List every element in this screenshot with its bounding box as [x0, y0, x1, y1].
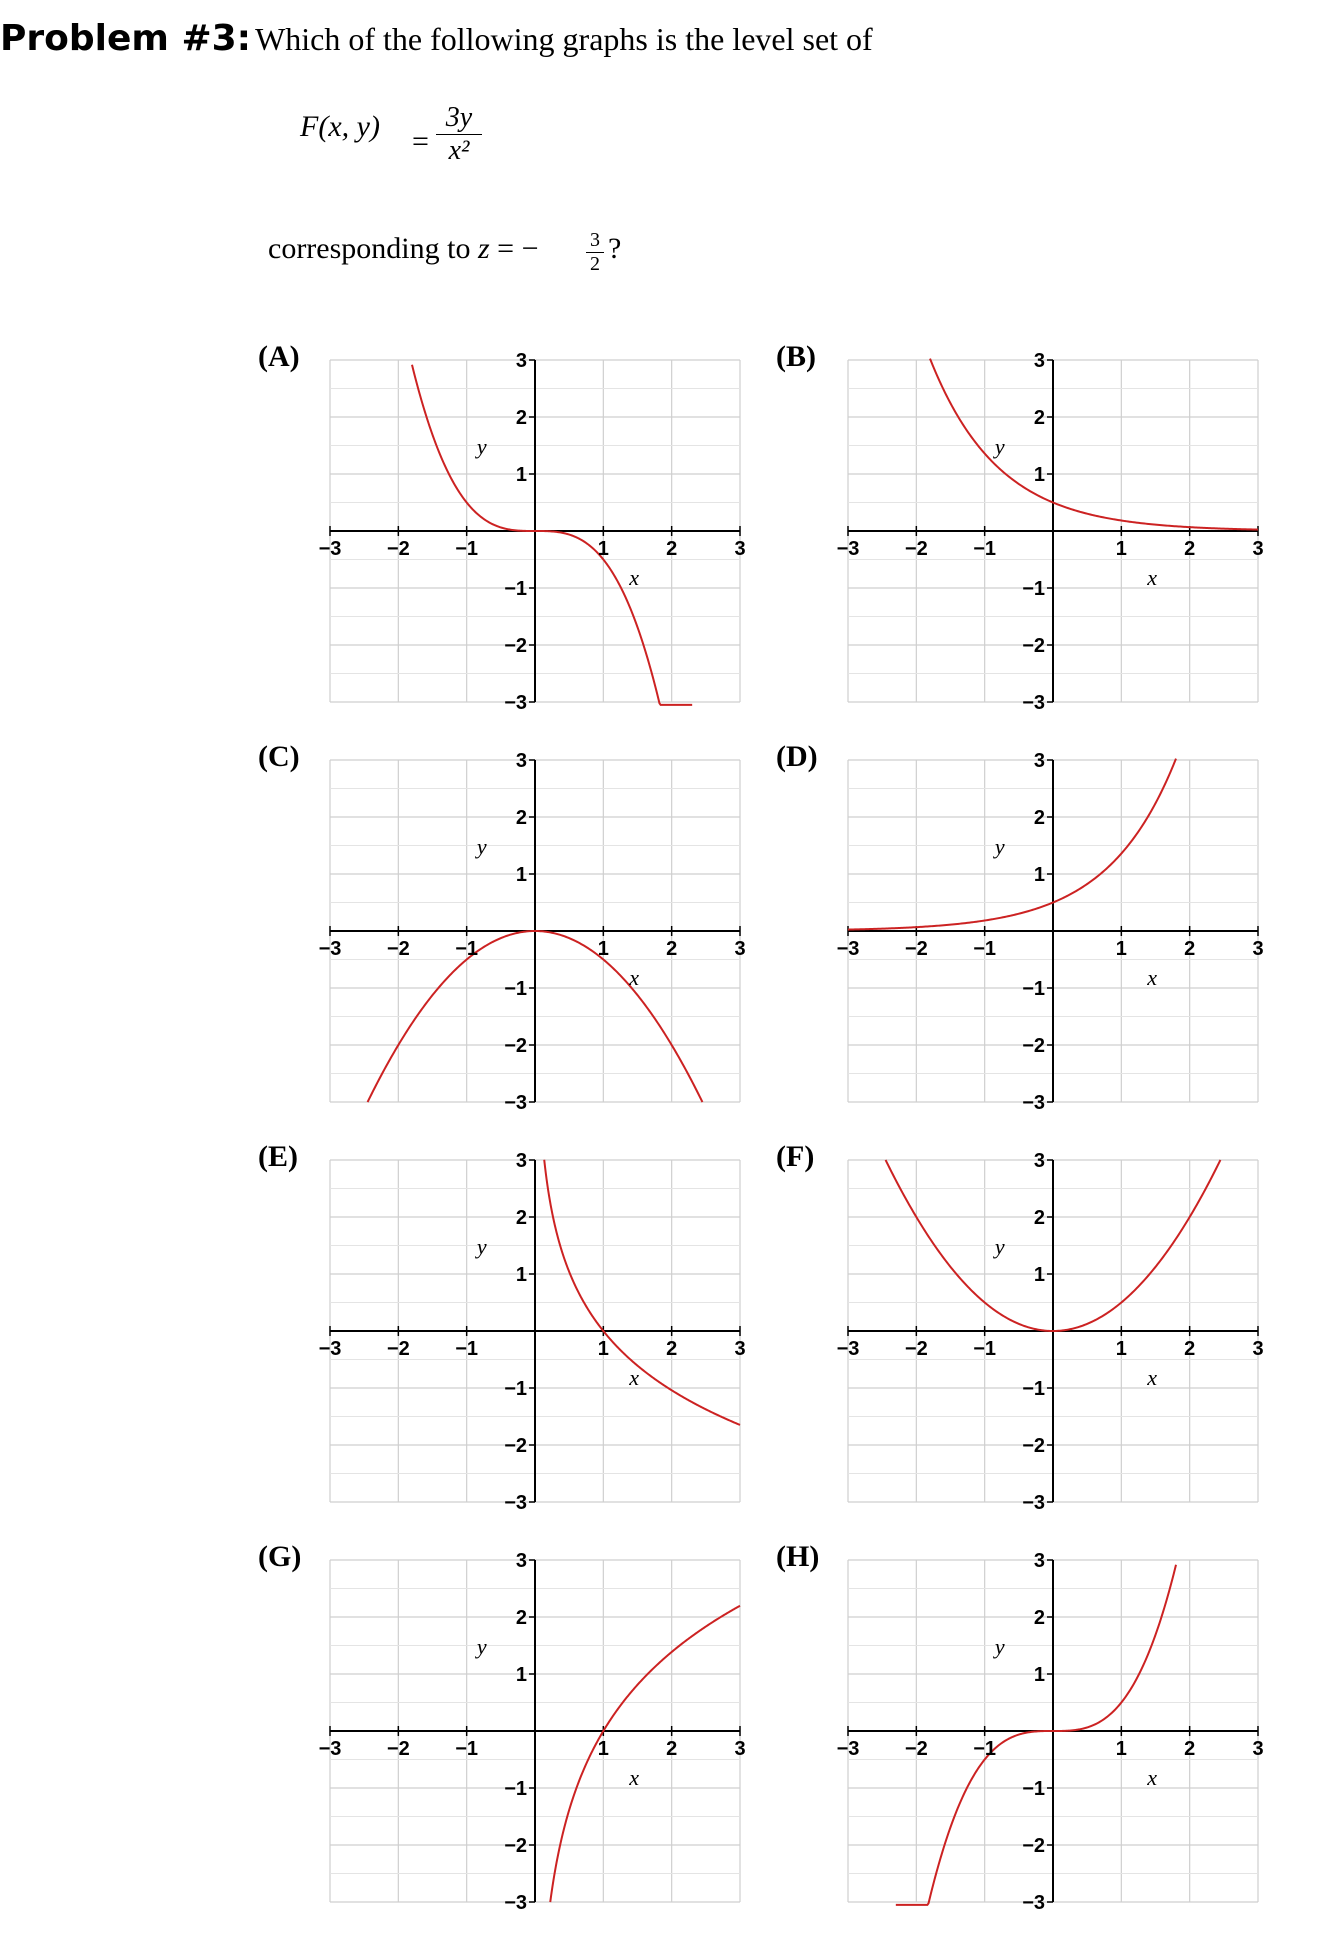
y-tick-label: 1 [515, 1664, 527, 1686]
x-tick-label: 3 [734, 1338, 746, 1360]
y-axis-label: y [476, 1234, 487, 1260]
y-tick-label: −3 [504, 1492, 527, 1510]
x-tick-label: 1 [1115, 538, 1127, 560]
y-tick-label: 2 [515, 407, 527, 429]
graph-g [300, 1545, 760, 1910]
y-tick-label: −1 [504, 578, 527, 600]
y-tick-label: −3 [504, 692, 527, 710]
x-tick-label: 1 [597, 1738, 609, 1760]
y-tick-label: −3 [504, 1892, 527, 1910]
y-tick-label: 3 [1033, 1150, 1045, 1172]
panel-label-g: (G) [258, 1540, 302, 1573]
x-tick-label: −2 [904, 1738, 928, 1760]
x-tick-label: −3 [318, 1338, 342, 1360]
y-axis-label: y [994, 434, 1005, 460]
x-axis-label: x [629, 965, 639, 991]
graph-f [818, 1145, 1278, 1510]
x-tick-label: −1 [455, 938, 479, 960]
y-tick-label: 1 [1033, 1264, 1045, 1286]
y-tick-label: −1 [504, 1378, 527, 1400]
problem-header [0, 18, 873, 59]
x-tick-label: 2 [666, 938, 678, 960]
x-tick-label: −2 [904, 1338, 928, 1360]
x-tick-label: −1 [973, 538, 997, 560]
z-fraction [586, 229, 604, 276]
x-tick-label: 1 [1115, 938, 1127, 960]
x-tick-label: 2 [1184, 1338, 1196, 1360]
x-axis-label: x [629, 565, 639, 591]
x-tick-label: −1 [455, 1338, 479, 1360]
level-curve [930, 359, 1258, 530]
y-tick-label: −2 [1022, 1435, 1045, 1457]
y-tick-label: −3 [1022, 1492, 1045, 1510]
x-tick-label: 2 [1184, 538, 1196, 560]
problem-label: Problem #3: [0, 18, 252, 59]
y-tick-label: −2 [504, 1035, 527, 1057]
y-axis-label: y [994, 1634, 1005, 1660]
graph-c [300, 745, 760, 1110]
y-tick-label: 1 [1033, 864, 1045, 886]
y-tick-label: 1 [1033, 464, 1045, 486]
y-tick-label: 1 [1033, 1664, 1045, 1686]
x-tick-label: 2 [666, 1738, 678, 1760]
x-tick-label: 2 [666, 1338, 678, 1360]
level-curve [848, 759, 1176, 930]
y-tick-label: 3 [1033, 750, 1045, 772]
x-tick-label: −3 [318, 538, 342, 560]
question-text: Which of the following graphs is the level set of [255, 21, 873, 57]
y-axis-label: y [994, 1234, 1005, 1260]
y-tick-label: 3 [515, 1150, 527, 1172]
corresponding-text: corresponding to [268, 232, 471, 265]
function-fraction [436, 102, 482, 167]
x-tick-label: −3 [318, 938, 342, 960]
level-curve [550, 1606, 740, 1902]
x-tick-label: 1 [597, 1338, 609, 1360]
y-axis-label: y [476, 1634, 487, 1660]
x-tick-label: −3 [836, 538, 860, 560]
panel-label-h: (H) [776, 1540, 820, 1573]
panel-label-c: (C) [258, 740, 300, 773]
function-definition [300, 110, 380, 144]
question-mark: ? [608, 232, 622, 265]
x-tick-label: 3 [1252, 938, 1264, 960]
x-axis-label: x [629, 1365, 639, 1391]
y-tick-label: −2 [1022, 1035, 1045, 1057]
level-curve [412, 365, 692, 705]
y-tick-label: −1 [1022, 578, 1045, 600]
x-tick-label: −1 [973, 1338, 997, 1360]
y-tick-label: 3 [515, 1550, 527, 1572]
y-tick-label: 3 [1033, 350, 1045, 372]
level-condition [268, 232, 539, 266]
x-tick-label: 1 [1115, 1338, 1127, 1360]
x-tick-label: 3 [734, 938, 746, 960]
x-tick-label: −1 [973, 938, 997, 960]
x-tick-label: 1 [1115, 1738, 1127, 1760]
y-tick-label: −2 [1022, 1835, 1045, 1857]
y-tick-label: 3 [1033, 1550, 1045, 1572]
y-tick-label: −2 [504, 1835, 527, 1857]
y-axis-label: y [994, 834, 1005, 860]
y-tick-label: −1 [1022, 1378, 1045, 1400]
level-curve [544, 1160, 740, 1425]
x-tick-label: 2 [1184, 938, 1196, 960]
y-tick-label: −1 [504, 978, 527, 1000]
x-tick-label: 2 [1184, 1738, 1196, 1760]
x-tick-label: −3 [318, 1738, 342, 1760]
y-tick-label: −3 [1022, 1892, 1045, 1910]
x-tick-label: −1 [455, 1738, 479, 1760]
x-tick-label: −2 [386, 1738, 410, 1760]
x-axis-label: x [1147, 1365, 1157, 1391]
x-tick-label: 1 [597, 938, 609, 960]
x-tick-label: −2 [904, 538, 928, 560]
x-tick-label: −3 [836, 1738, 860, 1760]
z-equals: = − [497, 232, 539, 265]
y-tick-label: 2 [515, 1207, 527, 1229]
graph-a [300, 345, 760, 710]
x-tick-label: 2 [666, 538, 678, 560]
y-axis-label: y [476, 434, 487, 460]
panel-label-d: (D) [776, 740, 818, 773]
y-tick-label: 2 [515, 1607, 527, 1629]
panel-label-a: (A) [258, 340, 300, 373]
panel-label-f: (F) [776, 1140, 815, 1173]
y-tick-label: 2 [1033, 807, 1045, 829]
y-tick-label: −2 [1022, 635, 1045, 657]
y-tick-label: 2 [515, 807, 527, 829]
y-tick-label: 1 [515, 464, 527, 486]
equals-sign: = [412, 125, 429, 158]
x-axis-label: x [1147, 965, 1157, 991]
y-tick-label: −1 [1022, 978, 1045, 1000]
x-tick-label: −3 [836, 938, 860, 960]
y-tick-label: 1 [515, 864, 527, 886]
x-axis-label: x [1147, 1765, 1157, 1791]
x-tick-label: 3 [1252, 1738, 1264, 1760]
x-axis-label: x [629, 1765, 639, 1791]
y-tick-label: 2 [1033, 1207, 1045, 1229]
panel-label-e: (E) [258, 1140, 298, 1173]
y-tick-label: 2 [1033, 1607, 1045, 1629]
z-variable: z [477, 232, 490, 265]
y-tick-label: −2 [504, 635, 527, 657]
function-lhs: F(x, y) [300, 110, 380, 143]
x-tick-label: −1 [455, 538, 479, 560]
y-tick-label: −1 [1022, 1778, 1045, 1800]
y-tick-label: −3 [1022, 692, 1045, 710]
fraction-denominator: x² [436, 134, 482, 167]
x-tick-label: −3 [836, 1338, 860, 1360]
graph-e [300, 1145, 760, 1510]
graph-b [818, 345, 1278, 710]
y-tick-label: −2 [504, 1435, 527, 1457]
x-tick-label: 3 [734, 1738, 746, 1760]
x-tick-label: 3 [1252, 1338, 1264, 1360]
graph-h [818, 1545, 1278, 1910]
x-tick-label: 3 [1252, 538, 1264, 560]
y-tick-label: 3 [515, 750, 527, 772]
graph-d [818, 745, 1278, 1110]
fraction-numerator: 3y [445, 102, 473, 133]
x-tick-label: −1 [973, 1738, 997, 1760]
x-axis-label: x [1147, 565, 1157, 591]
x-tick-label: 1 [597, 538, 609, 560]
x-tick-label: −2 [386, 938, 410, 960]
z-numerator: 3 [590, 229, 600, 251]
z-denominator: 2 [586, 252, 604, 276]
panel-label-b: (B) [776, 340, 816, 373]
y-tick-label: −1 [504, 1778, 527, 1800]
x-tick-label: −2 [386, 538, 410, 560]
x-tick-label: 3 [734, 538, 746, 560]
x-tick-label: −2 [904, 938, 928, 960]
y-tick-label: 2 [1033, 407, 1045, 429]
y-tick-label: 1 [515, 1264, 527, 1286]
y-axis-label: y [476, 834, 487, 860]
y-tick-label: −3 [1022, 1092, 1045, 1110]
y-tick-label: −3 [504, 1092, 527, 1110]
x-tick-label: −2 [386, 1338, 410, 1360]
y-tick-label: 3 [515, 350, 527, 372]
